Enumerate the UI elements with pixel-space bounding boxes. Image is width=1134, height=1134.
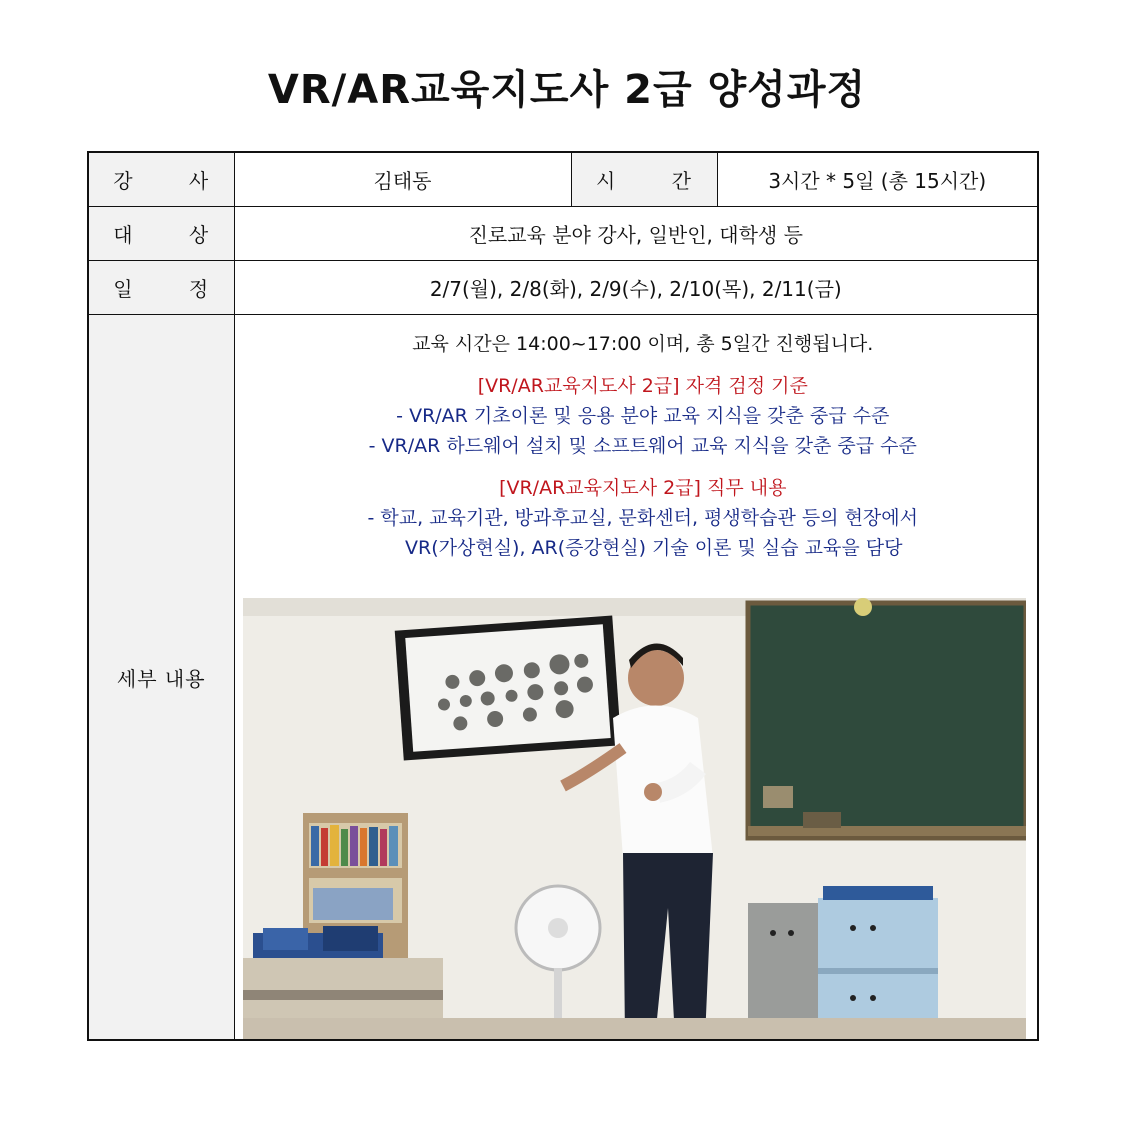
intro-text: 교육 시간은 14:00~17:00 이며, 총 5일간 진행됩니다. — [412, 333, 874, 355]
classroom-photo — [243, 598, 1026, 1039]
duty-item-1: - 학교, 교육기관, 방과후교실, 문화센터, 평생학습관 등의 현장에서 — [367, 507, 918, 529]
criteria-item-2: - VR/AR 하드웨어 설치 및 소프트웨어 교육 지식을 갖춘 중급 수준 — [368, 435, 917, 457]
schedule-value: 2/7(월), 2/8(화), 2/9(수), 2/10(목), 2/11(금) — [234, 261, 1038, 315]
detail-label: 세부 내용 — [88, 315, 234, 1041]
page-title: VR/AR교육지도사 2급 양성과정 — [267, 67, 867, 113]
detail-cell — [234, 315, 1038, 1041]
criteria-heading: [VR/AR교육지도사 2급] 자격 검정 기준 — [477, 375, 808, 397]
instructor-label: 강 사 — [88, 152, 234, 207]
course-info-table — [87, 151, 1039, 1041]
time-label: 시 간 — [571, 152, 717, 207]
target-label: 대 상 — [88, 207, 234, 261]
duty-heading: [VR/AR교육지도사 2급] 직무 내용 — [499, 477, 787, 499]
classroom-photo-illustration — [243, 598, 1026, 1039]
instructor-value: 김태동 — [234, 152, 571, 207]
instructor-row — [88, 152, 1038, 207]
target-row — [88, 207, 1038, 261]
criteria-item-1: - VR/AR 기초이론 및 응용 분야 교육 지식을 갖춘 중급 수준 — [396, 405, 890, 427]
schedule-label: 일 정 — [88, 261, 234, 315]
target-value: 진로교육 분야 강사, 일반인, 대학생 등 — [234, 207, 1038, 261]
time-value: 3시간 * 5일 (총 15시간) — [717, 152, 1038, 207]
duty-item-2: VR(가상현실), AR(증강현실) 기술 이론 및 실습 교육을 담당 — [405, 537, 903, 559]
schedule-row — [88, 261, 1038, 315]
detail-row — [88, 315, 1038, 1041]
